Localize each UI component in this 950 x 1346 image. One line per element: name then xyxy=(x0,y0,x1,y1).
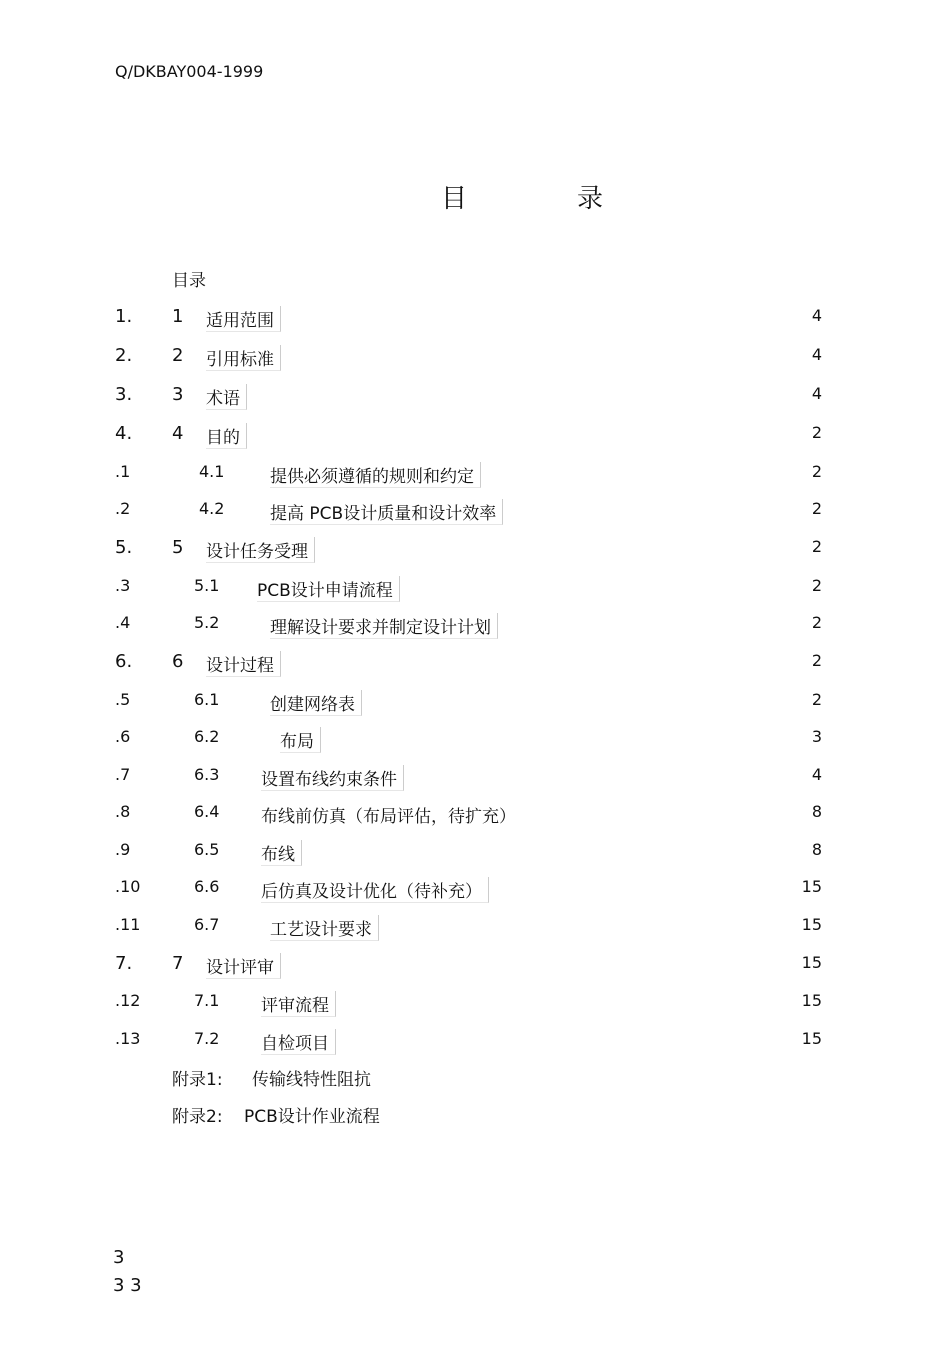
toc-entry-title: 引用标准 xyxy=(206,345,281,371)
toc-entry-title: 布线 xyxy=(261,840,302,866)
toc-entry-number: .11 xyxy=(115,915,141,934)
toc-entry-section: 6.5 xyxy=(194,840,220,859)
toc-entry-section: 3 xyxy=(172,384,184,405)
toc-entry[interactable] xyxy=(0,537,950,567)
toc-entry[interactable] xyxy=(0,423,950,453)
toc-entry-section: 5.2 xyxy=(194,613,220,632)
toc-entry-page: 15 xyxy=(801,1029,822,1048)
footer-line: 3 xyxy=(113,1247,125,1268)
toc-entry-title: 自检项目 xyxy=(261,1029,336,1055)
toc-entry[interactable] xyxy=(0,576,950,606)
toc-entry-page: 8 xyxy=(811,840,822,859)
toc-entry-section: 6.2 xyxy=(194,727,220,746)
toc-entry[interactable] xyxy=(0,802,950,832)
toc-entry-number: .2 xyxy=(115,499,131,518)
toc-entry-section: 1 xyxy=(172,306,184,327)
toc-entry-section: 6.3 xyxy=(194,765,220,784)
toc-entry-number: .13 xyxy=(115,1029,141,1048)
toc-entry-title: 提高 PCB设计质量和设计效率 xyxy=(270,499,503,525)
toc-entry-page: 4 xyxy=(811,345,822,364)
toc-entry-page: 4 xyxy=(811,384,822,403)
toc-entry-section: 6.6 xyxy=(194,877,220,896)
toc-entry-page: 2 xyxy=(811,613,822,632)
toc-entry-number: 1. xyxy=(115,306,133,327)
toc-entry-section: 4.2 xyxy=(199,499,225,518)
toc-entry-number: .1 xyxy=(115,462,131,481)
toc-entry-number: .10 xyxy=(115,877,141,896)
toc-entry-title: PCB设计申请流程 xyxy=(257,576,400,602)
toc-entry[interactable] xyxy=(0,613,950,643)
toc-entry[interactable] xyxy=(0,651,950,681)
toc-entry-number: 5. xyxy=(115,537,133,558)
toc-entry-page: 4 xyxy=(811,765,822,784)
toc-entry[interactable] xyxy=(0,345,950,375)
toc-entry-section: 7.1 xyxy=(194,991,220,1010)
appendix-item[interactable] xyxy=(172,1065,371,1090)
appendix-title: PCB设计作业流程 xyxy=(243,1107,380,1127)
toc-entry[interactable] xyxy=(0,877,950,907)
toc-entry[interactable] xyxy=(0,462,950,492)
toc-entry-page: 2 xyxy=(811,537,822,556)
toc-entry-title: 适用范围 xyxy=(206,306,281,332)
toc-entry-title: 设计评审 xyxy=(206,953,281,979)
toc-entry-number: 4. xyxy=(115,423,133,444)
toc-entry-page: 2 xyxy=(811,576,822,595)
toc-entry-title: 目的 xyxy=(206,423,247,449)
toc-entry-section: 2 xyxy=(172,345,184,366)
toc-entry-page: 3 xyxy=(811,727,822,746)
appendix-item[interactable] xyxy=(172,1102,380,1127)
toc-entry-number: .12 xyxy=(115,991,141,1010)
toc-entry[interactable] xyxy=(0,690,950,720)
toc-entry[interactable] xyxy=(0,915,950,945)
footer-line: 3 3 xyxy=(113,1275,142,1296)
toc-entry-number: .3 xyxy=(115,576,131,595)
toc-entry-title: 布线前仿真（布局评估，待扩充） xyxy=(261,807,516,827)
appendix-title: 传输线特性阻抗 xyxy=(251,1070,371,1090)
toc-entry-title: 术语 xyxy=(206,384,247,410)
toc-entry-title: 评审流程 xyxy=(261,991,336,1017)
toc-entry-page: 8 xyxy=(811,802,822,821)
toc-entry-title: 后仿真及设计优化（待补充） xyxy=(261,877,489,903)
toc-entry-section: 6.7 xyxy=(194,915,220,934)
toc-entry-number: .8 xyxy=(115,802,131,821)
toc-entry-number: .6 xyxy=(115,727,131,746)
toc-entry-number: .5 xyxy=(115,690,131,709)
toc-entry[interactable] xyxy=(0,840,950,870)
toc-entry-section: 5 xyxy=(172,537,184,558)
toc-entry-title: 设计任务受理 xyxy=(206,537,315,563)
toc-entry-page: 2 xyxy=(811,423,822,442)
toc-entry-section: 5.1 xyxy=(194,576,220,595)
toc-entry[interactable] xyxy=(0,306,950,336)
toc-entry-title: 设置布线约束条件 xyxy=(261,765,404,791)
toc-entry-section: 7 xyxy=(172,953,184,974)
toc-entry-number: .4 xyxy=(115,613,131,632)
toc-entry-section: 4 xyxy=(172,423,184,444)
toc-entry-title: 工艺设计要求 xyxy=(270,915,379,941)
page-title-char-2: 录 xyxy=(577,184,604,214)
toc-entry-page: 15 xyxy=(801,915,822,934)
appendix-label: 附录2: xyxy=(172,1107,223,1127)
toc-entry-number: .9 xyxy=(115,840,131,859)
toc-entry[interactable] xyxy=(0,384,950,414)
toc-entry-page: 2 xyxy=(811,690,822,709)
toc-entry-page: 4 xyxy=(811,306,822,325)
toc-entry-number: 6. xyxy=(115,651,133,672)
toc-entry[interactable] xyxy=(0,727,950,757)
toc-entry[interactable] xyxy=(0,1029,950,1059)
toc-entry-title: 设计过程 xyxy=(206,651,281,677)
toc-entry-number: .7 xyxy=(115,765,131,784)
toc-entry-number: 3. xyxy=(115,384,133,405)
toc-entry-section: 6.4 xyxy=(194,802,220,821)
toc-entry-page: 2 xyxy=(811,499,822,518)
toc-entry-section: 7.2 xyxy=(194,1029,220,1048)
toc-entry-number: 2. xyxy=(115,345,133,366)
toc-entry-page: 15 xyxy=(801,953,822,972)
page-title-char-1: 目 xyxy=(441,184,468,214)
document-code: Q/DKBAY004-1999 xyxy=(115,62,264,81)
toc-entry[interactable] xyxy=(0,953,950,983)
toc-entry-title: 理解设计要求并制定设计计划 xyxy=(270,613,498,639)
toc-entry-title: 创建网络表 xyxy=(270,690,362,716)
toc-entry-number: 7. xyxy=(115,953,133,974)
toc-entry[interactable] xyxy=(0,765,950,795)
toc-heading: 目录 xyxy=(172,271,206,291)
toc-entry-title: 提供必须遵循的规则和约定 xyxy=(270,462,481,488)
toc-entry-page: 15 xyxy=(801,991,822,1010)
toc-entry[interactable] xyxy=(0,499,950,529)
toc-entry-section: 6 xyxy=(172,651,184,672)
toc-entry-page: 2 xyxy=(811,462,822,481)
appendix-label: 附录1: xyxy=(172,1070,223,1090)
toc-entry-page: 15 xyxy=(801,877,822,896)
toc-entry-section: 4.1 xyxy=(199,462,225,481)
toc-entry-section: 6.1 xyxy=(194,690,220,709)
toc-entry-title: 布局 xyxy=(280,727,321,753)
toc-entry[interactable] xyxy=(0,991,950,1021)
toc-entry-page: 2 xyxy=(811,651,822,670)
